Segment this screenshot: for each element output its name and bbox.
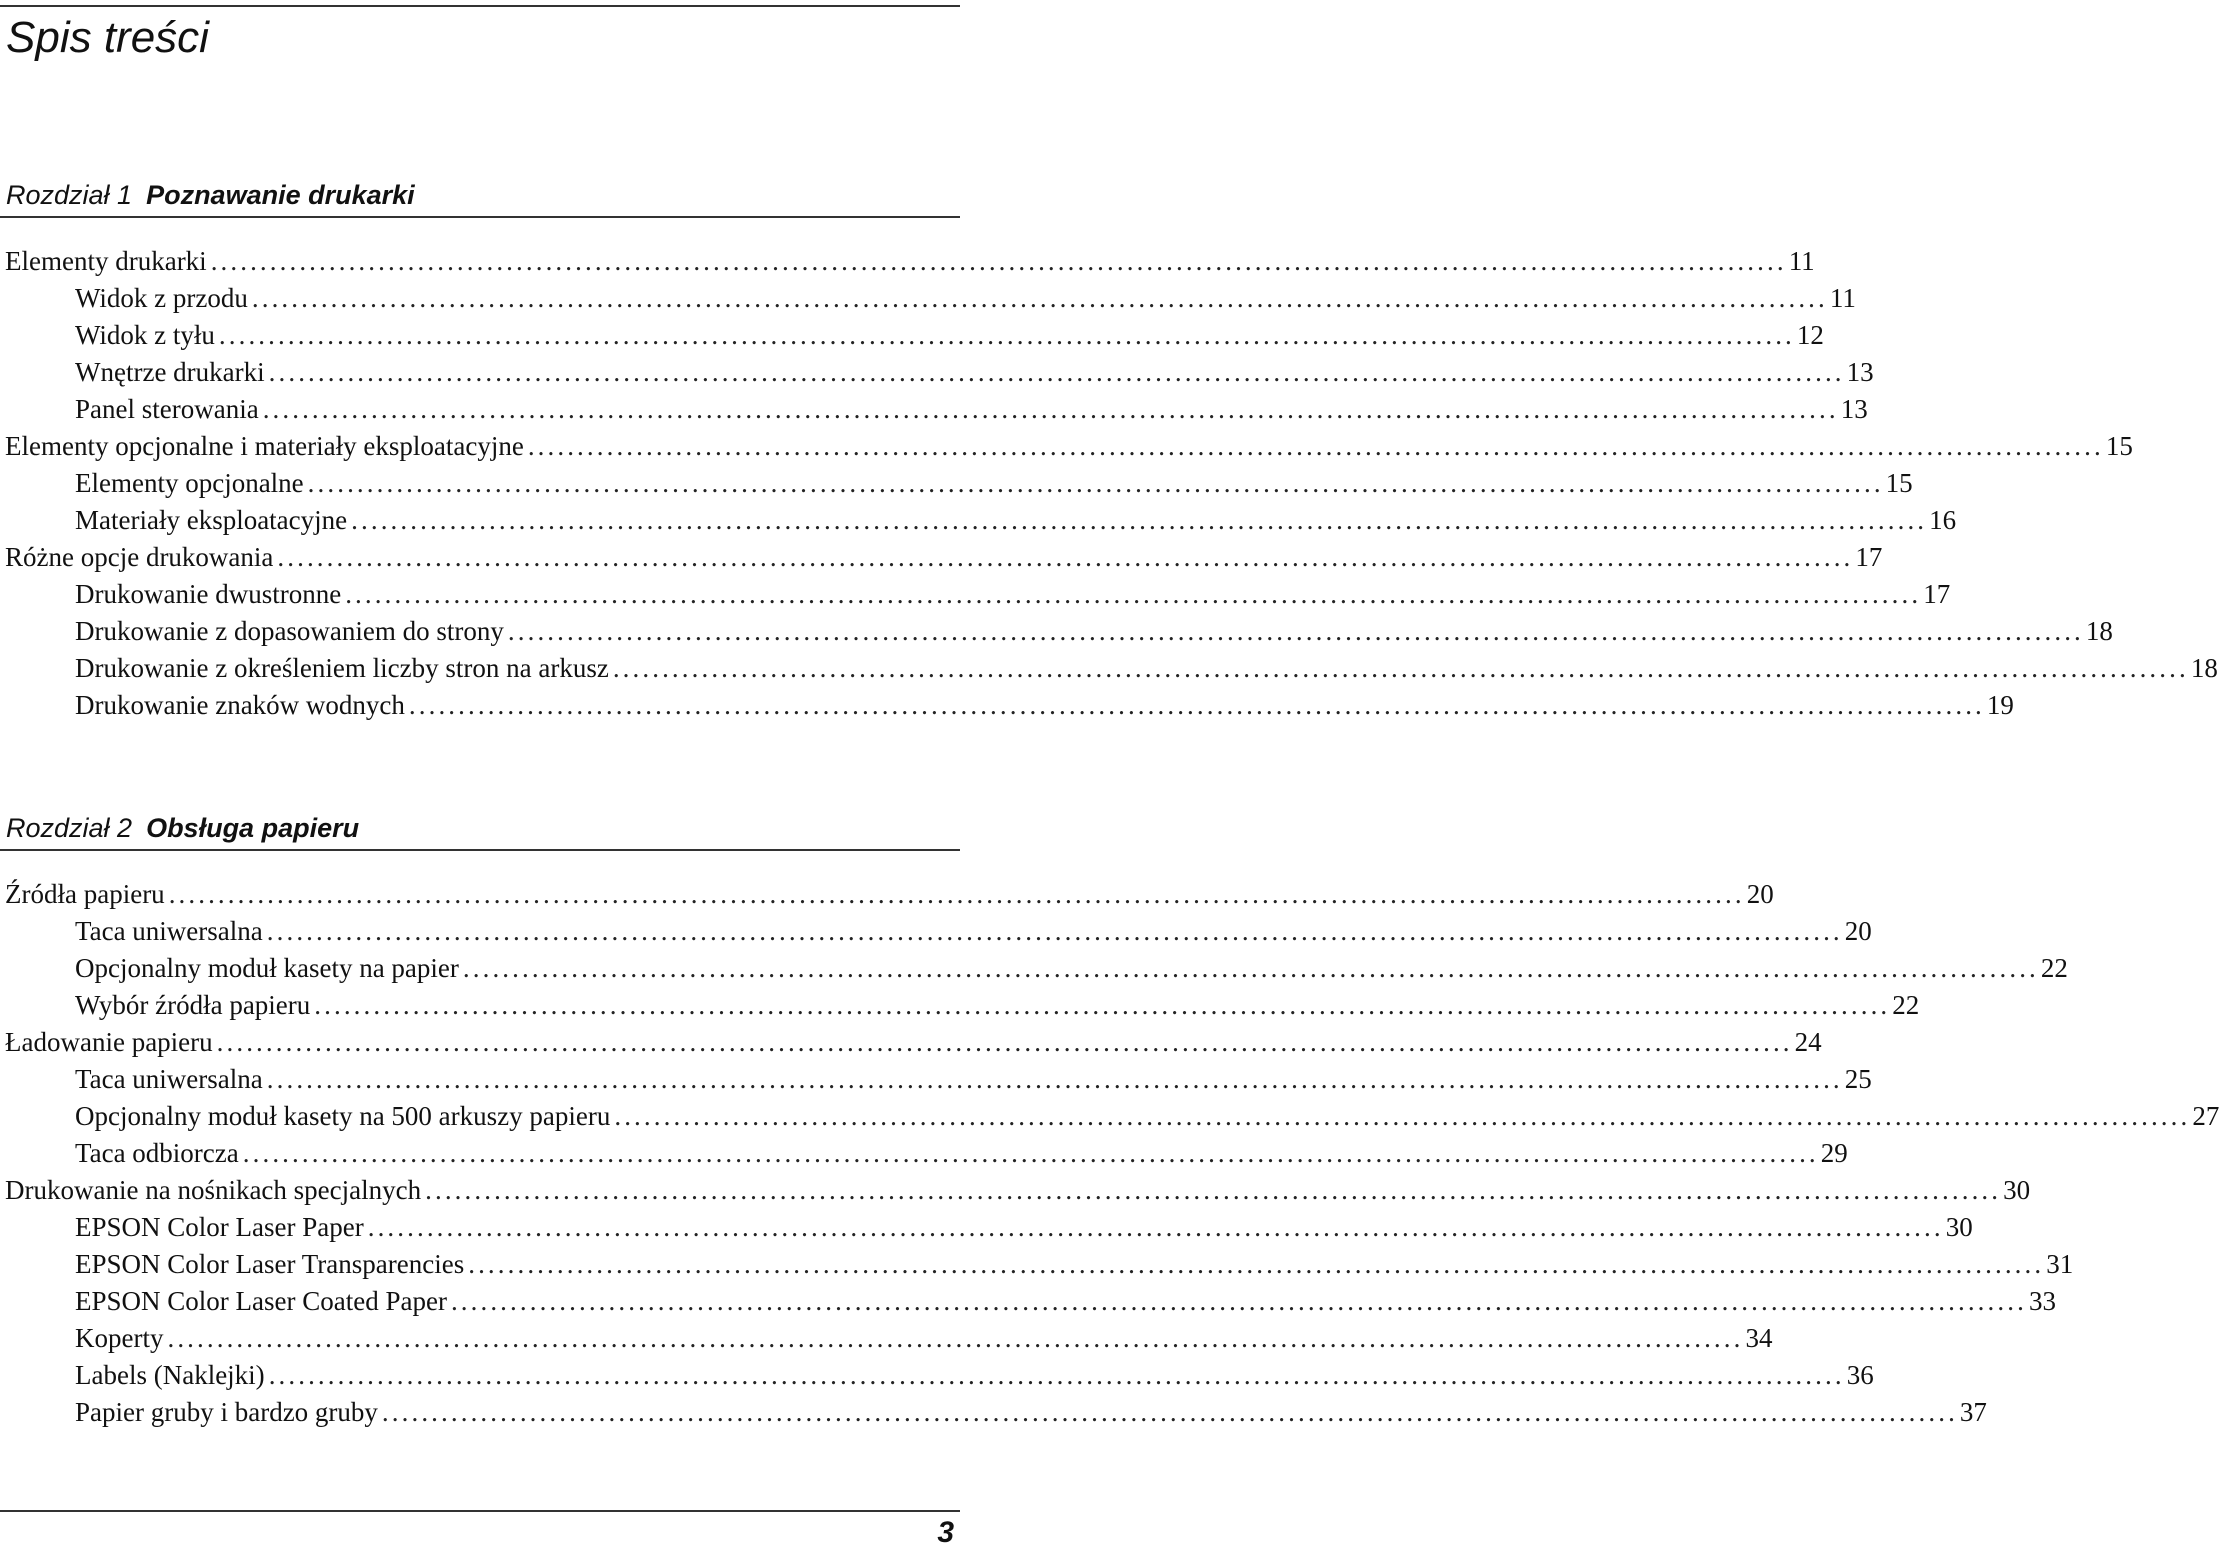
toc-entry-label: Drukowanie z dopasowaniem do strony bbox=[75, 616, 504, 646]
toc-entry[interactable] bbox=[0, 876, 1774, 913]
dot-leader: ................................................................................................................................................................ bbox=[277, 542, 1854, 572]
dot-leader: ................................................................................................................................................................ bbox=[210, 246, 1787, 276]
toc-entry[interactable] bbox=[0, 1283, 2056, 1320]
toc-entry-label: Elementy drukarki bbox=[5, 246, 207, 276]
dot-leader: ................................................................................................................................................................ bbox=[408, 690, 1985, 720]
dot-leader: ................................................................................................................................................................ bbox=[218, 320, 1795, 350]
page-title: Spis treści bbox=[6, 13, 209, 62]
toc-entry-label: Taca odbiorcza bbox=[75, 1138, 239, 1168]
toc-entry-page: 20 bbox=[1844, 916, 1872, 946]
toc-entry[interactable] bbox=[0, 465, 1913, 502]
toc-entry-page: 37 bbox=[1959, 1397, 1987, 1427]
dot-leader: ................................................................................................................................................................ bbox=[167, 1323, 1744, 1353]
toc-entry[interactable] bbox=[0, 280, 1856, 317]
toc-entry-page: 29 bbox=[1820, 1138, 1848, 1168]
chapter-title: Poznawanie drukarki bbox=[146, 180, 415, 210]
toc-entry-label: Wnętrze drukarki bbox=[75, 357, 265, 387]
toc-entry-page: 11 bbox=[1829, 283, 1856, 313]
toc-entry[interactable] bbox=[0, 354, 1874, 391]
toc-entry[interactable] bbox=[0, 391, 1868, 428]
toc-entry-page: 36 bbox=[1846, 1360, 1874, 1390]
toc-entry-label: Taca uniwersalna bbox=[75, 1064, 263, 1094]
toc-entry-label: EPSON Color Laser Paper bbox=[75, 1212, 364, 1242]
toc-entry-label: Widok z przodu bbox=[75, 283, 248, 313]
toc-entry-page: 15 bbox=[1885, 468, 1913, 498]
toc-entry[interactable] bbox=[0, 576, 1951, 613]
toc-entry[interactable] bbox=[0, 1320, 1773, 1357]
toc-entry-label: Papier gruby i bardzo gruby bbox=[75, 1397, 378, 1427]
toc-entry[interactable] bbox=[0, 1172, 2031, 1209]
toc-entry-page: 30 bbox=[2003, 1175, 2031, 1205]
toc-entry-label: Opcjonalny moduł kasety na papier bbox=[75, 953, 459, 983]
dot-leader: ................................................................................................................................................................ bbox=[268, 1360, 1845, 1390]
dot-leader: ................................................................................................................................................................ bbox=[507, 616, 2084, 646]
toc-entry-label: Elementy opcjonalne i materiały eksploatacyjne bbox=[5, 431, 524, 461]
toc-entry-page: 13 bbox=[1846, 357, 1874, 387]
toc-entry-label: Materiały eksploatacyjne bbox=[75, 505, 348, 535]
toc-entry[interactable] bbox=[0, 1246, 2074, 1283]
dot-leader: ................................................................................................................................................................ bbox=[168, 879, 1745, 909]
toc-entry-page: 27 bbox=[2192, 1101, 2219, 1131]
chapter-1 bbox=[0, 172, 2218, 724]
toc-entry-page: 17 bbox=[1855, 542, 1883, 572]
dot-leader: ................................................................................................................................................................ bbox=[351, 505, 1928, 535]
dot-leader: ................................................................................................................................................................ bbox=[614, 1101, 2191, 1131]
toc-entry[interactable] bbox=[0, 687, 2014, 724]
dot-leader: ................................................................................................................................................................ bbox=[262, 394, 1839, 424]
toc-entry-page: 24 bbox=[1794, 1027, 1822, 1057]
dot-leader: ................................................................................................................................................................ bbox=[314, 990, 1891, 1020]
toc-entry-label: Drukowanie znaków wodnych bbox=[75, 690, 405, 720]
toc-entry-label: Taca uniwersalna bbox=[75, 916, 263, 946]
toc-list bbox=[0, 243, 2218, 724]
dot-leader: ................................................................................................................................................................ bbox=[242, 1138, 1819, 1168]
toc-entry[interactable] bbox=[0, 1024, 1822, 1061]
toc-entry-page: 17 bbox=[1923, 579, 1951, 609]
toc-entry-page: 16 bbox=[1929, 505, 1957, 535]
toc-entry-label: Panel sterowania bbox=[75, 394, 259, 424]
toc-entry[interactable] bbox=[0, 502, 1957, 539]
toc-entry-page: 22 bbox=[2040, 953, 2068, 983]
toc-entry-label: Różne opcje drukowania bbox=[5, 542, 274, 572]
toc-entry-page: 25 bbox=[1844, 1064, 1872, 1094]
dot-leader: ................................................................................................................................................................ bbox=[527, 431, 2104, 461]
dot-leader: ................................................................................................................................................................ bbox=[468, 1249, 2045, 1279]
bottom-rule bbox=[0, 1510, 960, 1512]
toc-entry-label: Widok z tyłu bbox=[75, 320, 215, 350]
dot-leader: ................................................................................................................................................................ bbox=[216, 1027, 1793, 1057]
dot-leader: ................................................................................................................................................................ bbox=[266, 1064, 1843, 1094]
toc-entry-page: 12 bbox=[1796, 320, 1824, 350]
toc-entry-page: 22 bbox=[1892, 990, 1920, 1020]
toc-entry-label: Źródła papieru bbox=[5, 879, 165, 909]
toc-entry-label: Drukowanie dwustronne bbox=[75, 579, 342, 609]
toc-entry-page: 19 bbox=[1986, 690, 2014, 720]
toc-entry[interactable] bbox=[0, 539, 1883, 576]
toc-entry-page: 18 bbox=[2085, 616, 2113, 646]
toc-entry-label: Wybór źródła papieru bbox=[75, 990, 311, 1020]
dot-leader: ................................................................................................................................................................ bbox=[266, 916, 1843, 946]
page-number: 3 bbox=[937, 1516, 954, 1549]
chapter-heading bbox=[0, 805, 960, 851]
toc-list bbox=[0, 876, 2219, 1431]
top-rule bbox=[0, 5, 960, 7]
chapter-label: Rozdział 1 bbox=[6, 180, 133, 210]
dot-leader: ................................................................................................................................................................ bbox=[462, 953, 2039, 983]
toc-entry[interactable] bbox=[0, 613, 2113, 650]
dot-leader: ................................................................................................................................................................ bbox=[381, 1397, 1958, 1427]
toc-entry-page: 30 bbox=[1945, 1212, 1973, 1242]
toc-entry-label: EPSON Color Laser Coated Paper bbox=[75, 1286, 447, 1316]
toc-entry-page: 11 bbox=[1788, 246, 1815, 276]
dot-leader: ................................................................................................................................................................ bbox=[367, 1212, 1944, 1242]
toc-entry-label: Opcjonalny moduł kasety na 500 arkuszy papieru bbox=[75, 1101, 611, 1131]
chapter-heading bbox=[0, 172, 960, 218]
toc-entry-label: Ładowanie papieru bbox=[5, 1027, 213, 1057]
toc-entry[interactable] bbox=[0, 1394, 1987, 1431]
toc-entry-page: 34 bbox=[1745, 1323, 1773, 1353]
toc-entry[interactable] bbox=[0, 1357, 1874, 1394]
toc-entry[interactable] bbox=[0, 243, 1815, 280]
chapter-title: Obsługa papieru bbox=[146, 813, 360, 843]
toc-entry-page: 18 bbox=[2190, 653, 2218, 683]
toc-entry-label: Drukowanie na nośnikach specjalnych bbox=[5, 1175, 422, 1205]
toc-entry-page: 33 bbox=[2028, 1286, 2056, 1316]
toc-entry[interactable] bbox=[0, 987, 1920, 1024]
toc-entry[interactable] bbox=[0, 1061, 1872, 1098]
toc-entry[interactable] bbox=[0, 317, 1824, 354]
toc-entry-page: 20 bbox=[1746, 879, 1774, 909]
chapter-label: Rozdział 2 bbox=[6, 813, 133, 843]
toc-entry-label: Elementy opcjonalne bbox=[75, 468, 304, 498]
dot-leader: ................................................................................................................................................................ bbox=[450, 1286, 2027, 1316]
toc-entry[interactable] bbox=[0, 1209, 1973, 1246]
dot-leader: ................................................................................................................................................................ bbox=[345, 579, 1922, 609]
dot-leader: ................................................................................................................................................................ bbox=[268, 357, 1845, 387]
toc-entry[interactable] bbox=[0, 913, 1872, 950]
toc-entry[interactable] bbox=[0, 650, 2218, 687]
toc-entry-label: Labels (Naklejki) bbox=[75, 1360, 265, 1390]
dot-leader: ................................................................................................................................................................ bbox=[425, 1175, 2002, 1205]
toc-entry-label: EPSON Color Laser Transparencies bbox=[75, 1249, 465, 1279]
dot-leader: ................................................................................................................................................................ bbox=[307, 468, 1884, 498]
toc-entry-label: Koperty bbox=[75, 1323, 164, 1353]
dot-leader: ................................................................................................................................................................ bbox=[612, 653, 2189, 683]
toc-entry-page: 31 bbox=[2046, 1249, 2074, 1279]
toc-entry-page: 15 bbox=[2105, 431, 2133, 461]
dot-leader: ................................................................................................................................................................ bbox=[251, 283, 1828, 313]
toc-entry[interactable] bbox=[0, 428, 2133, 465]
toc-entry[interactable] bbox=[0, 1135, 1848, 1172]
toc-entry-label: Drukowanie z określeniem liczby stron na arkusz bbox=[75, 653, 609, 683]
toc-entry[interactable] bbox=[0, 950, 2068, 987]
chapter-2 bbox=[0, 805, 2219, 1431]
toc-entry-page: 13 bbox=[1840, 394, 1868, 424]
toc-entry[interactable] bbox=[0, 1098, 2219, 1135]
